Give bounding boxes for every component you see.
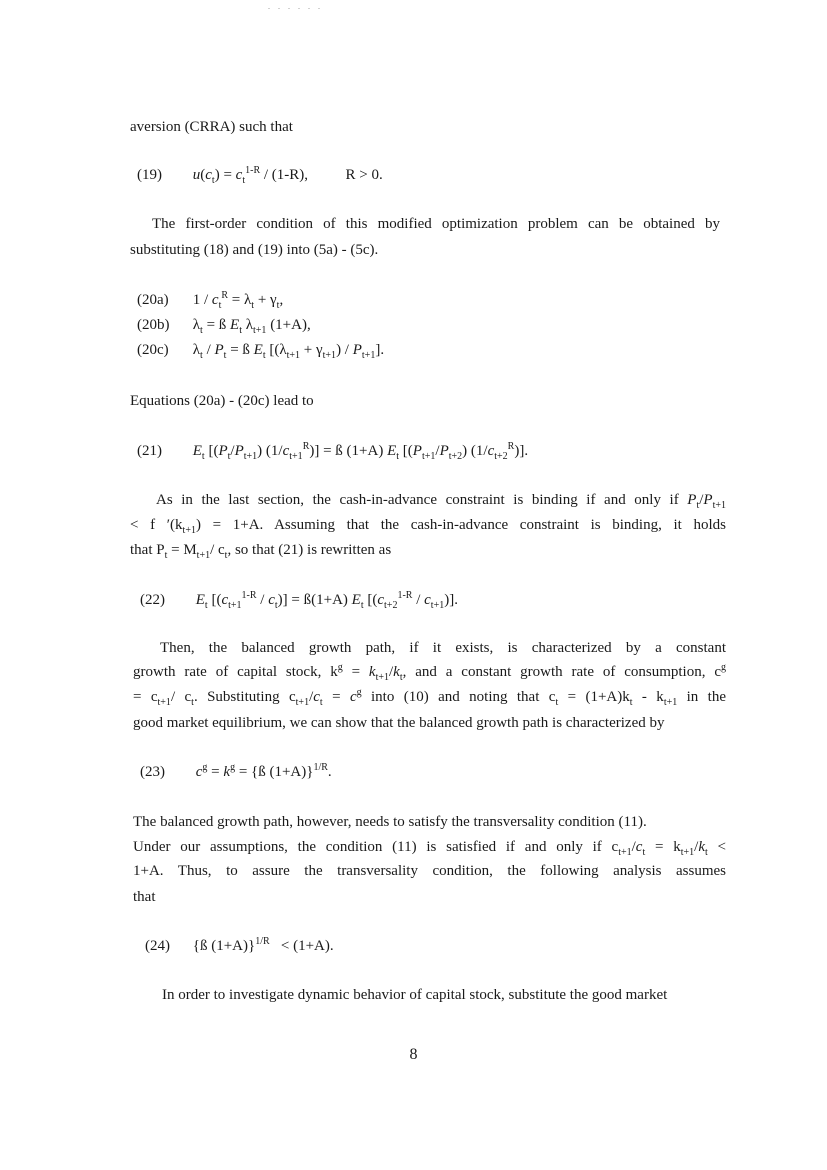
equation-22 bbox=[140, 590, 458, 610]
equation-number: (23) bbox=[140, 764, 165, 780]
equation-number: (22) bbox=[140, 592, 165, 608]
text-line: substituting (18) and (19) into (5a) - (5c). bbox=[130, 242, 379, 258]
text-line: In order to investigate dynamic behavior of capital stock, substitute the good market bbox=[162, 987, 668, 1003]
equation-body: $c^g = k^g$ = {ß (1+A)}$^{1/R}$. bbox=[195, 762, 332, 780]
text-line: growth rate of capital stock, $k^g = k_{t+1}/k_t$, and a constant growth rate of consumption, $c^g$ bbox=[133, 662, 726, 683]
equation-body: $\lambda_t$ = ß $E_t$ $\lambda_{t+1}$ (1+A), bbox=[192, 317, 311, 336]
equation-body: $1 / c_t^R = \lambda_t + \gamma_t$, bbox=[192, 290, 284, 311]
text-line: good market equilibrium, we can show that the balanced growth path is characterized by bbox=[133, 715, 665, 731]
text-line: Then, the balanced growth path, if it exists, is characterized by a constant bbox=[160, 640, 726, 656]
equation-body: $E_t$ $[(c_{t+1}^{1-R} / c_t)]$ = ß(1+A) $E_t$ $[(c_{t+2}^{1-R} / c_{t+1})]$. bbox=[195, 590, 458, 611]
equation-24 bbox=[145, 936, 334, 956]
page-number: 8 bbox=[409, 1046, 418, 1063]
text-line: Equations (20a) - (20c) lead to bbox=[130, 393, 314, 409]
equation-19 bbox=[137, 165, 383, 185]
text-line: The first-order condition of this modified optimization problem can be obtained by bbox=[152, 216, 720, 232]
equation-number: (20c) bbox=[137, 342, 169, 358]
text-line: As in the last section, the cash-in-advance constraint is binding if and only if $P_t/P_{t+1}$ bbox=[156, 492, 726, 511]
text-line: that $P_t = M_{t+1}/$ $c_t$, so that (21) is rewritten as bbox=[130, 542, 392, 561]
equation-number: (20b) bbox=[137, 317, 170, 333]
text-line: The balanced growth path, however, needs to satisfy the transversality condition (11). bbox=[133, 814, 647, 830]
text-line: aversion (CRRA) such that bbox=[130, 119, 293, 135]
text-line: < f $'(k_{t+1}) = 1+A$. Assuming that the cash-in-advance constraint is binding, it holds bbox=[130, 517, 726, 536]
text-line: 1+A. Thus, to assure the transversality condition, the following analysis assumes bbox=[133, 863, 726, 879]
equation-body: $\lambda_t / P_t$ = ß $E_t$ $[(\lambda_{t+1} + \gamma_{t+1}) / P_{t+1}]$. bbox=[192, 342, 385, 361]
equation-body: $u(c_t) = c_t^{1-R} / (1-R)$, R > 0. bbox=[192, 165, 383, 186]
equation-20a bbox=[137, 290, 283, 310]
equation-body: $E_t$ $[(P_t/P_{t+1}) (1/c_{t+1}^R)]$ = ß (1+A) $E_t$ [$(P_{t+1}/P_{t+2})$ $(1/c_{t+2}^R)$]. bbox=[192, 441, 529, 462]
equation-20b bbox=[137, 315, 311, 335]
equation-20c bbox=[137, 340, 384, 360]
text-line: = $c_{t+1}/$ $c_t$. Substituting $c_{t+1}/c_t = c^g$ into (10) and noting that $c_t = (1+A)k_t - k_{t+1}$ in the bbox=[133, 687, 727, 708]
scan-specks: . . . . . . bbox=[268, 2, 323, 11]
text-line: that bbox=[133, 889, 156, 905]
equation-number: (19) bbox=[137, 167, 162, 183]
equation-number: (24) bbox=[145, 938, 170, 954]
equation-23 bbox=[140, 762, 332, 782]
text-line: Under our assumptions, the condition (11) is satisfied if and only if $c_{t+1}/c_t = k_{t+1}/k_t$ < bbox=[133, 839, 726, 858]
equation-body: {ß (1+A)}$^{1/R}$ < (1+A). bbox=[192, 936, 334, 954]
equation-number: (21) bbox=[137, 443, 162, 459]
equation-number: (20a) bbox=[137, 292, 169, 308]
equation-21 bbox=[137, 441, 528, 461]
